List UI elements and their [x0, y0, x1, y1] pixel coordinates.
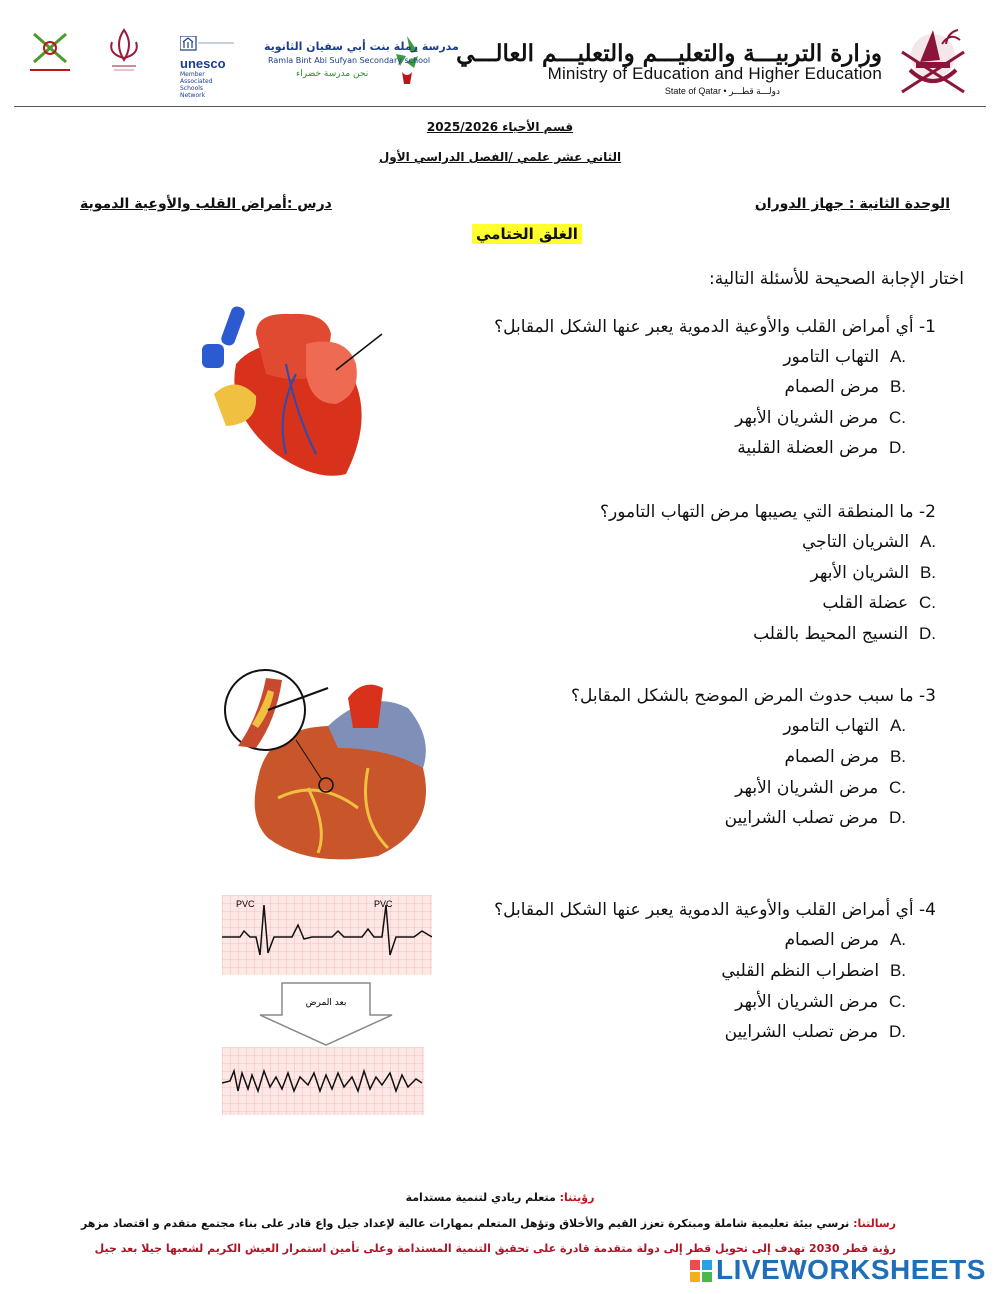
question-2: 2- ما المنطقة التي يصيبها مرض التهاب التامور؟ — [600, 502, 936, 522]
option-text: التهاب التامور — [783, 716, 880, 736]
option-text: مرض الصمام — [784, 747, 880, 767]
q4-option-d[interactable] — [725, 1022, 906, 1042]
q3-option-d[interactable] — [725, 808, 906, 828]
option-text: التهاب التامور — [783, 347, 880, 367]
green-school-label: نحن مدرسة خضراء — [296, 69, 369, 79]
mission-statement — [81, 1217, 896, 1230]
option-letter: D. — [919, 624, 936, 643]
option-text: اضطراب النظم القلبي — [721, 961, 880, 981]
liveworksheets-logo[interactable] — [690, 1254, 986, 1286]
vision-statement — [0, 1191, 1000, 1204]
qatar-emblem — [890, 22, 976, 102]
vision-text: متعلم ريادي لتنمية مستدامة — [405, 1191, 556, 1204]
q3-option-b[interactable] — [785, 747, 907, 767]
option-text: مرض تصلب الشرايين — [724, 808, 879, 828]
ministry-name-ar: وزارة التربيـــة والتعليـــم والتعليـــم العالـــي — [456, 40, 882, 67]
option-text: الشريان التاجي — [801, 532, 910, 552]
option-letter: C. — [889, 408, 906, 427]
option-letter: A. — [889, 347, 906, 366]
option-text: مرض الشريان الأبهر — [735, 778, 879, 798]
arrow-label: بعد المرض — [305, 998, 347, 1008]
option-text: مرض الصمام — [784, 377, 880, 397]
national-vision-logo — [28, 28, 72, 80]
option-text: الشريان الأبهر — [810, 563, 910, 583]
q4-option-b[interactable] — [721, 961, 906, 981]
option-letter: D. — [889, 808, 906, 827]
q1-option-d[interactable] — [737, 438, 906, 458]
q3-option-a[interactable] — [783, 716, 906, 736]
vision-label: رؤيتنا: — [559, 1191, 595, 1204]
q1-option-b[interactable] — [785, 377, 907, 397]
mission-label: رسالتنا: — [853, 1217, 896, 1230]
instruction-text: اختار الإجابة الصحيحة للأسئلة التالية: — [709, 269, 964, 289]
option-letter: D. — [889, 1022, 906, 1041]
liveworksheets-text: LIVEWORKSHEETS — [716, 1254, 986, 1285]
option-letter: C. — [889, 992, 906, 1011]
school-name-ar: مدرسة رملة بنت أبي سفيان الثانوية — [264, 40, 459, 53]
option-letter: C. — [889, 778, 906, 797]
grade-term-title: الثاني عشر علمي /الفصل الدراسي الأول — [378, 150, 622, 164]
question-4: 4- أي أمراض القلب والأوعية الدموية يعبر عنها الشكل المقابل؟ — [494, 900, 936, 920]
option-letter: B. — [919, 563, 936, 582]
option-letter: B. — [889, 961, 906, 980]
q4-option-a[interactable] — [785, 930, 907, 950]
fleur-logo — [104, 26, 144, 80]
option-text: مرض العضلة القلبية — [737, 438, 879, 458]
option-letter: A. — [889, 716, 906, 735]
unit-title: الوحدة الثانية : جهاز الدوران — [754, 196, 950, 212]
liveworksheets-icon — [690, 1257, 712, 1279]
q2-option-b[interactable] — [811, 563, 937, 583]
q2-option-a[interactable] — [802, 532, 936, 552]
qatar-2030-statement: رؤية قطر 2030 تهدف إلى تحويل قطر إلى دولة متقدمة قادرة على تحقيق التنمية المستدامة وعلى تأمين استمرار العيش الكريم لشعبها جيلا بعد جيل — [94, 1242, 896, 1255]
option-text: عضلة القلب — [822, 593, 909, 613]
unesco-logo — [180, 36, 234, 99]
option-text: النسيج المحيط بالقلب — [753, 624, 909, 644]
state-of-qatar: State of Qatar • دولـــة قطـــر — [664, 86, 780, 96]
school-name-en: Ramla Bint Abi Sufyan Secondary school — [268, 56, 431, 65]
q1-option-a[interactable] — [783, 347, 906, 367]
option-letter: B. — [889, 747, 906, 766]
q2-option-d[interactable] — [753, 624, 936, 644]
question-3: 3- ما سبب حدوث المرض الموضح بالشكل المقابل؟ — [570, 686, 936, 706]
atherosclerosis-heart-image — [218, 668, 440, 868]
ministry-name-en: Ministry of Education and Higher Education — [547, 64, 882, 83]
option-letter: D. — [889, 438, 906, 457]
option-text: مرض تصلب الشرايين — [724, 1022, 879, 1042]
arrow-down-icon — [260, 983, 392, 1045]
header-divider — [14, 106, 986, 107]
pvc-label-right: PVC — [374, 899, 393, 909]
option-text: مرض الشريان الأبهر — [735, 992, 879, 1012]
ecg-figure — [222, 895, 432, 1117]
q4-option-c[interactable] — [735, 992, 906, 1012]
option-letter: A. — [889, 930, 906, 949]
option-letter: C. — [919, 593, 936, 612]
unesco-temple-icon — [180, 36, 234, 52]
q1-option-c[interactable] — [735, 408, 906, 428]
lesson-title: درس :أمراض القلب والأوعية الدموية — [80, 196, 332, 212]
option-text: مرض الصمام — [784, 930, 880, 950]
q2-option-c[interactable] — [822, 593, 936, 613]
heart-aorta-image — [196, 304, 386, 488]
unesco-network-text: Member Associated Schools Network — [180, 71, 213, 99]
mission-text: نرسي بيئة تعليمية شاملة ومبتكرة تعزز القيم والأخلاق وتؤهل المتعلم بمهارات عالية لإعداد جيل واع قادر على بناء مجتمع متقدم و اقتصاد مزهر — [80, 1217, 850, 1230]
q3-option-c[interactable] — [735, 778, 906, 798]
option-letter: A. — [919, 532, 936, 551]
pvc-label-left: PVC — [236, 899, 255, 909]
closing-badge: الغلق الختامي — [472, 224, 582, 244]
option-text: مرض الشريان الأبهر — [735, 408, 879, 428]
unesco-word: unesco — [180, 56, 226, 71]
question-1: 1- أي أمراض القلب والأوعية الدموية يعبر عنها الشكل المقابل؟ — [494, 317, 936, 337]
option-letter: B. — [889, 377, 906, 396]
department-title: قسم الأحياء 2025/2026 — [426, 120, 574, 134]
